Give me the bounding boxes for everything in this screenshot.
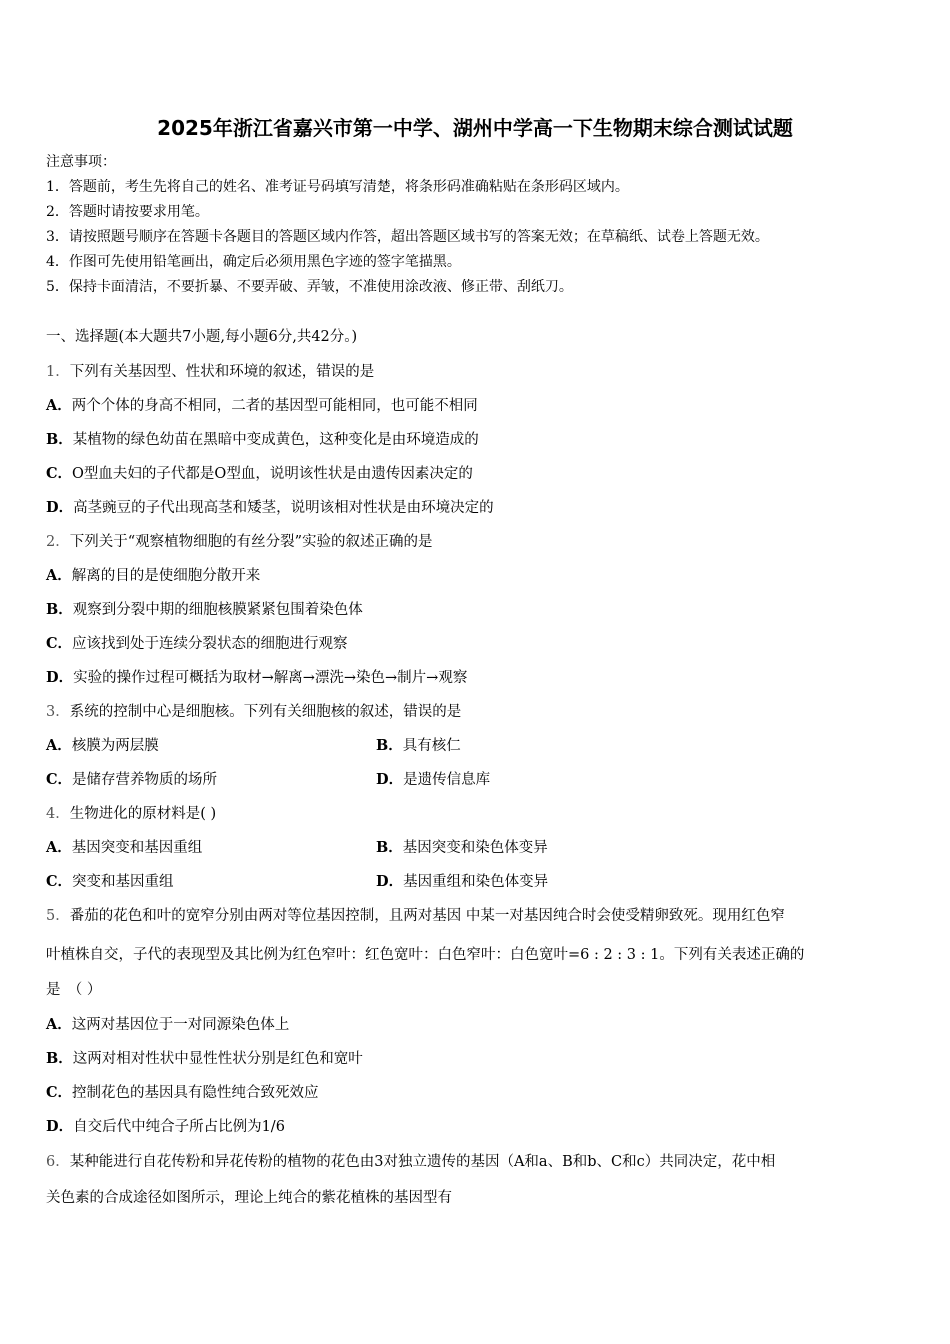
notice-item: 1．答题前，考生先将自己的姓名、准考证号码填写清楚，将条形码准确粘贴在条形码区域内。 [46, 179, 629, 195]
option-text: 某植物的绿色幼苗在黑暗中变成黄色，这种变化是由环境造成的 [72, 432, 479, 448]
option-label: D． [376, 771, 404, 788]
option-text: O型血夫妇的子代都是O型血，说明该性状是由遗传因素决定的 [72, 466, 473, 482]
page-title: 2025年浙江省嘉兴市第一中学、湖州中学高一下生物期末综合测试试题 [157, 116, 793, 140]
option-a [46, 394, 478, 415]
option-text: 高茎豌豆的子代出现高茎和矮茎，说明该相对性状是由环境决定的 [73, 500, 494, 516]
option-text: 这两对基因位于一对同源染色体上 [71, 1017, 290, 1033]
notice-item: 3．请按照题号顺序在答题卡各题目的答题区域内作答，超出答题区域书写的答案无效；在草稿纸、试卷上答题无效。 [46, 229, 769, 245]
option-label: C． [46, 465, 73, 482]
option-a [46, 1013, 289, 1034]
question-number: 4． [46, 806, 70, 822]
option-text: 应该找到处于连续分裂状态的细胞进行观察 [72, 636, 348, 652]
option-label: A． [46, 839, 72, 856]
question-stem-cont: 关色素的合成途径如图所示，理论上纯合的紫花植株的基因型有 [46, 1190, 452, 1206]
option-text: 这两对相对性状中显性性状分别是红色和宽叶 [72, 1051, 363, 1067]
question-1 [46, 360, 374, 381]
option-b [376, 734, 461, 755]
question-3 [46, 700, 461, 721]
option-a [46, 836, 202, 857]
question-2 [46, 530, 433, 551]
option-text: 两个个体的身高不相同，二者的基因型可能相同，也可能不相同 [71, 398, 478, 414]
option-label: C． [46, 1084, 73, 1101]
option-text: 是储存营养物质的场所 [72, 772, 218, 788]
option-b [46, 1047, 363, 1068]
question-5 [46, 904, 785, 925]
question-6 [46, 1150, 775, 1171]
notice-heading: 注意事项： [46, 154, 116, 170]
option-a [46, 564, 260, 585]
option-text: 基因突变和基因重组 [71, 840, 203, 856]
option-b [376, 836, 548, 857]
option-b [46, 428, 479, 449]
option-text: 控制花色的基因具有隐性纯合致死效应 [72, 1085, 319, 1101]
option-text: 突变和基因重组 [72, 874, 174, 890]
option-text: 基因重组和染色体变异 [403, 874, 549, 890]
option-d [46, 1115, 285, 1136]
question-number: 6． [46, 1154, 70, 1170]
option-c [46, 870, 174, 891]
option-label: B． [46, 431, 73, 448]
notice-item: 5．保持卡面清洁，不要折暴、不要弄破、弄皱，不准使用涂改液、修正带、刮纸刀。 [46, 279, 573, 295]
option-label: A． [46, 737, 72, 754]
option-a [46, 734, 159, 755]
question-number: 2． [46, 534, 70, 550]
section-heading: 一、选择题(本大题共7小题,每小题6分,共42分。) [46, 329, 358, 345]
option-d [46, 496, 494, 517]
question-stem: 某种能进行自花传粉和异花传粉的植物的花色由3对独立遗传的基因（A和a、B和b、C和c）共同决定，花中相 [69, 1154, 776, 1170]
option-d [376, 870, 548, 891]
option-label: B． [376, 839, 403, 856]
option-label: C． [46, 873, 73, 890]
option-label: A． [46, 1016, 72, 1033]
notice-item: 4．作图可先使用铅笔画出，确定后必须用黑色字迹的签字笔描黑。 [46, 254, 461, 270]
option-label: B． [46, 601, 73, 618]
option-label: C． [46, 635, 73, 652]
option-text: 观察到分裂中期的细胞核膜紧紧包围着染色体 [72, 602, 363, 618]
option-label: B． [46, 1050, 73, 1067]
option-label: B． [376, 737, 403, 754]
question-number: 5． [46, 908, 70, 924]
option-text: 自交后代中纯合子所占比例为1/6 [73, 1119, 285, 1135]
option-c [46, 462, 473, 483]
question-number: 3． [46, 704, 70, 720]
question-number: 1． [46, 364, 70, 380]
option-text: 核膜为两层膜 [71, 738, 159, 754]
option-d [376, 768, 490, 789]
option-c [46, 1081, 319, 1102]
question-stem: 系统的控制中心是细胞核。下列有关细胞核的叙述，错误的是 [69, 704, 462, 720]
option-label: C． [46, 771, 73, 788]
option-label: A． [46, 397, 72, 414]
option-text: 是遗传信息库 [403, 772, 491, 788]
option-d [46, 666, 467, 687]
option-text: 基因突变和染色体变异 [402, 840, 548, 856]
notice-item: 2．答题时请按要求用笔。 [46, 204, 209, 220]
option-label: D． [46, 1118, 74, 1135]
option-b [46, 598, 363, 619]
option-text: 实验的操作过程可概括为取材→解离→漂洗→染色→制片→观察 [73, 670, 468, 686]
option-label: D． [46, 499, 74, 516]
question-stem: 番茄的花色和叶的宽窄分别由两对等位基因控制，且两对基因 中某一对基因纯合时会使受精卵致死。现用红色窄 [69, 908, 785, 924]
question-stem: 下列有关基因型、性状和环境的叙述，错误的是 [69, 364, 375, 380]
option-label: D． [376, 873, 404, 890]
question-4 [46, 802, 216, 823]
notice-block [46, 150, 926, 300]
option-label: D． [46, 669, 74, 686]
question-stem: 生物进化的原材料是( ) [69, 806, 217, 822]
option-c [46, 768, 217, 789]
option-label: A． [46, 567, 72, 584]
question-stem-cont: 是 （ ） [46, 982, 102, 998]
question-stem-cont: 叶植株自交，子代的表现型及其比例为红色窄叶：红色宽叶：白色窄叶：白色宽叶=6 : 2 : 3 : 1。下列有关表述正确的 [46, 947, 805, 963]
option-c [46, 632, 348, 653]
option-text: 具有核仁 [402, 738, 461, 754]
question-stem: 下列关于“观察植物细胞的有丝分裂”实验的叙述正确的是 [69, 534, 433, 550]
option-text: 解离的目的是使细胞分散开来 [71, 568, 261, 584]
